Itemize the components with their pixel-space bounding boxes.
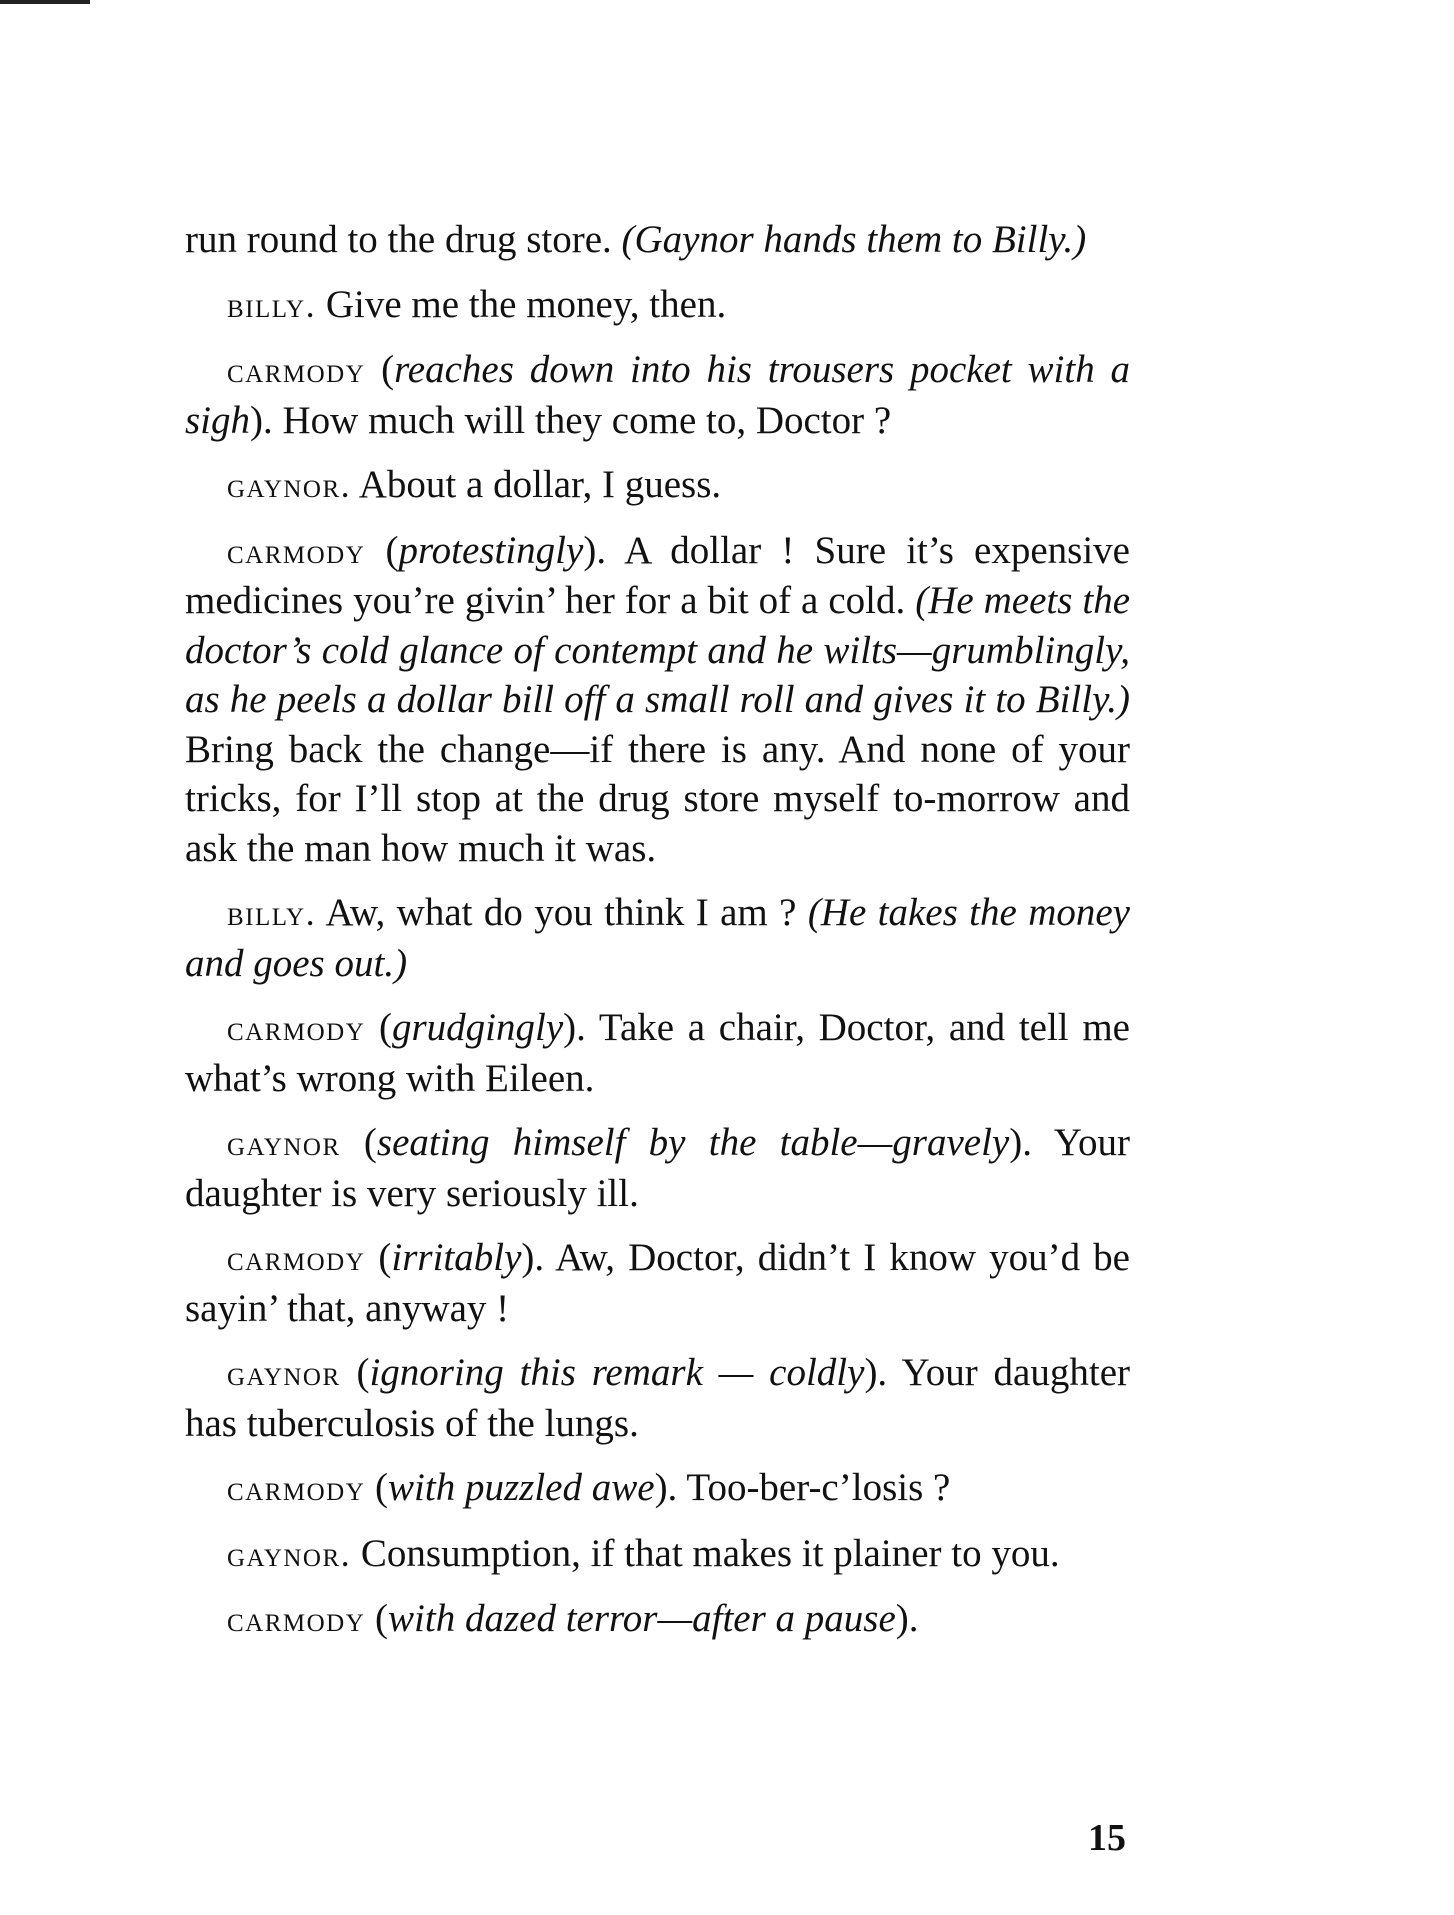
paragraph [185, 460, 1130, 511]
dialogue-text: ( [340, 1121, 377, 1164]
speaker-name: carmody [227, 1008, 366, 1048]
speaker-name: gaynor. [227, 1533, 352, 1574]
speaker-name: carmody [227, 1599, 366, 1639]
paragraph [185, 345, 1130, 445]
paragraph [185, 1118, 1130, 1218]
dialogue-text: ). Take a chair, Doctor, and tell me what’s wrong with Eileen. [185, 1006, 1130, 1100]
speaker-name: carmody [227, 350, 366, 390]
dialogue-text: ). [895, 1597, 919, 1640]
stage-direction: (He takes the money and goes out.) [185, 891, 1130, 985]
dialogue-text: ( [365, 1466, 389, 1509]
speaker-name: gaynor. [227, 465, 352, 505]
paragraph [185, 1233, 1130, 1333]
speaker-name: gaynor [227, 1353, 341, 1393]
play-text [185, 215, 1130, 1660]
stage-direction: with puzzled awe [388, 1466, 655, 1509]
paragraph [185, 526, 1130, 874]
dialogue-text: ( [365, 1597, 389, 1640]
speaker-name: billy. [227, 284, 317, 325]
dialogue-text: ). How much will they come to, Doctor ? [250, 398, 892, 442]
stage-direction: (He meets the doctor’s cold glance of contempt and he wilts—grumblingly, as he peels a dollar bill off a small roll and gives it to Billy.) [185, 579, 1131, 721]
dialogue-text: ). Your daughter has tuberculosis of the lungs. [185, 1351, 1130, 1445]
paragraph [185, 215, 1130, 265]
dialogue-text: run round to the drug store. [185, 218, 622, 261]
dialogue-text: ( [365, 528, 399, 572]
dialogue-text: ( [365, 1006, 392, 1049]
dialogue-text: About a dollar, I guess. [351, 463, 722, 506]
dialogue-text: Consumption, if that makes it plainer to you. [351, 1531, 1060, 1575]
speaker-name: carmody [227, 530, 366, 571]
dialogue-text: Give me the money, then. [316, 282, 727, 326]
paragraph [185, 1594, 1130, 1645]
dialogue-text: ). Your daughter is very seriously ill. [185, 1121, 1130, 1215]
page-number: 15 [1088, 1817, 1126, 1859]
scan-edge-mark [0, 0, 90, 4]
dialogue-text: ). Aw, Doctor, didn’t I know you’d be sayin’ that, anyway ! [185, 1236, 1130, 1330]
paragraph [185, 1348, 1130, 1448]
stage-direction: protestingly [398, 528, 584, 572]
stage-direction: irritably [391, 1236, 522, 1279]
stage-direction: ignoring this remark — coldly [369, 1351, 865, 1394]
stage-direction: grudgingly [391, 1006, 564, 1049]
speaker-name: billy. [227, 893, 317, 933]
paragraph [185, 1003, 1130, 1103]
stage-direction: reaches down into his trousers pocket with a sigh [185, 348, 1130, 442]
paragraph [185, 888, 1130, 988]
dialogue-text: ). Too-ber-c’losis ? [654, 1466, 951, 1509]
stage-direction: with dazed terror—after a pause [388, 1597, 896, 1640]
speaker-name: carmody [227, 1238, 366, 1278]
dialogue-text: Bring back the change—if there is any. And none of your tricks, for I’ll stop at the drug store myself to-morrow and ask the man how much it was. [185, 727, 1130, 870]
speaker-name: carmody [227, 1468, 366, 1508]
dialogue-text: ( [365, 348, 395, 391]
paragraph [185, 1529, 1130, 1580]
dialogue-text: Aw, what do you think I am ? [316, 891, 808, 934]
paragraph [185, 1463, 1130, 1514]
dialogue-text: ). A dollar ! Sure it’s expensive medicines you’re givin’ her for a bit of a cold. [185, 528, 1130, 622]
stage-direction: seating himself by the table—gravely [376, 1121, 1010, 1164]
speaker-name: gaynor [227, 1123, 341, 1163]
dialogue-text: ( [340, 1351, 370, 1394]
stage-direction: (Gaynor hands them to Billy.) [621, 218, 1087, 261]
paragraph [185, 280, 1130, 331]
dialogue-text: ( [365, 1236, 392, 1279]
